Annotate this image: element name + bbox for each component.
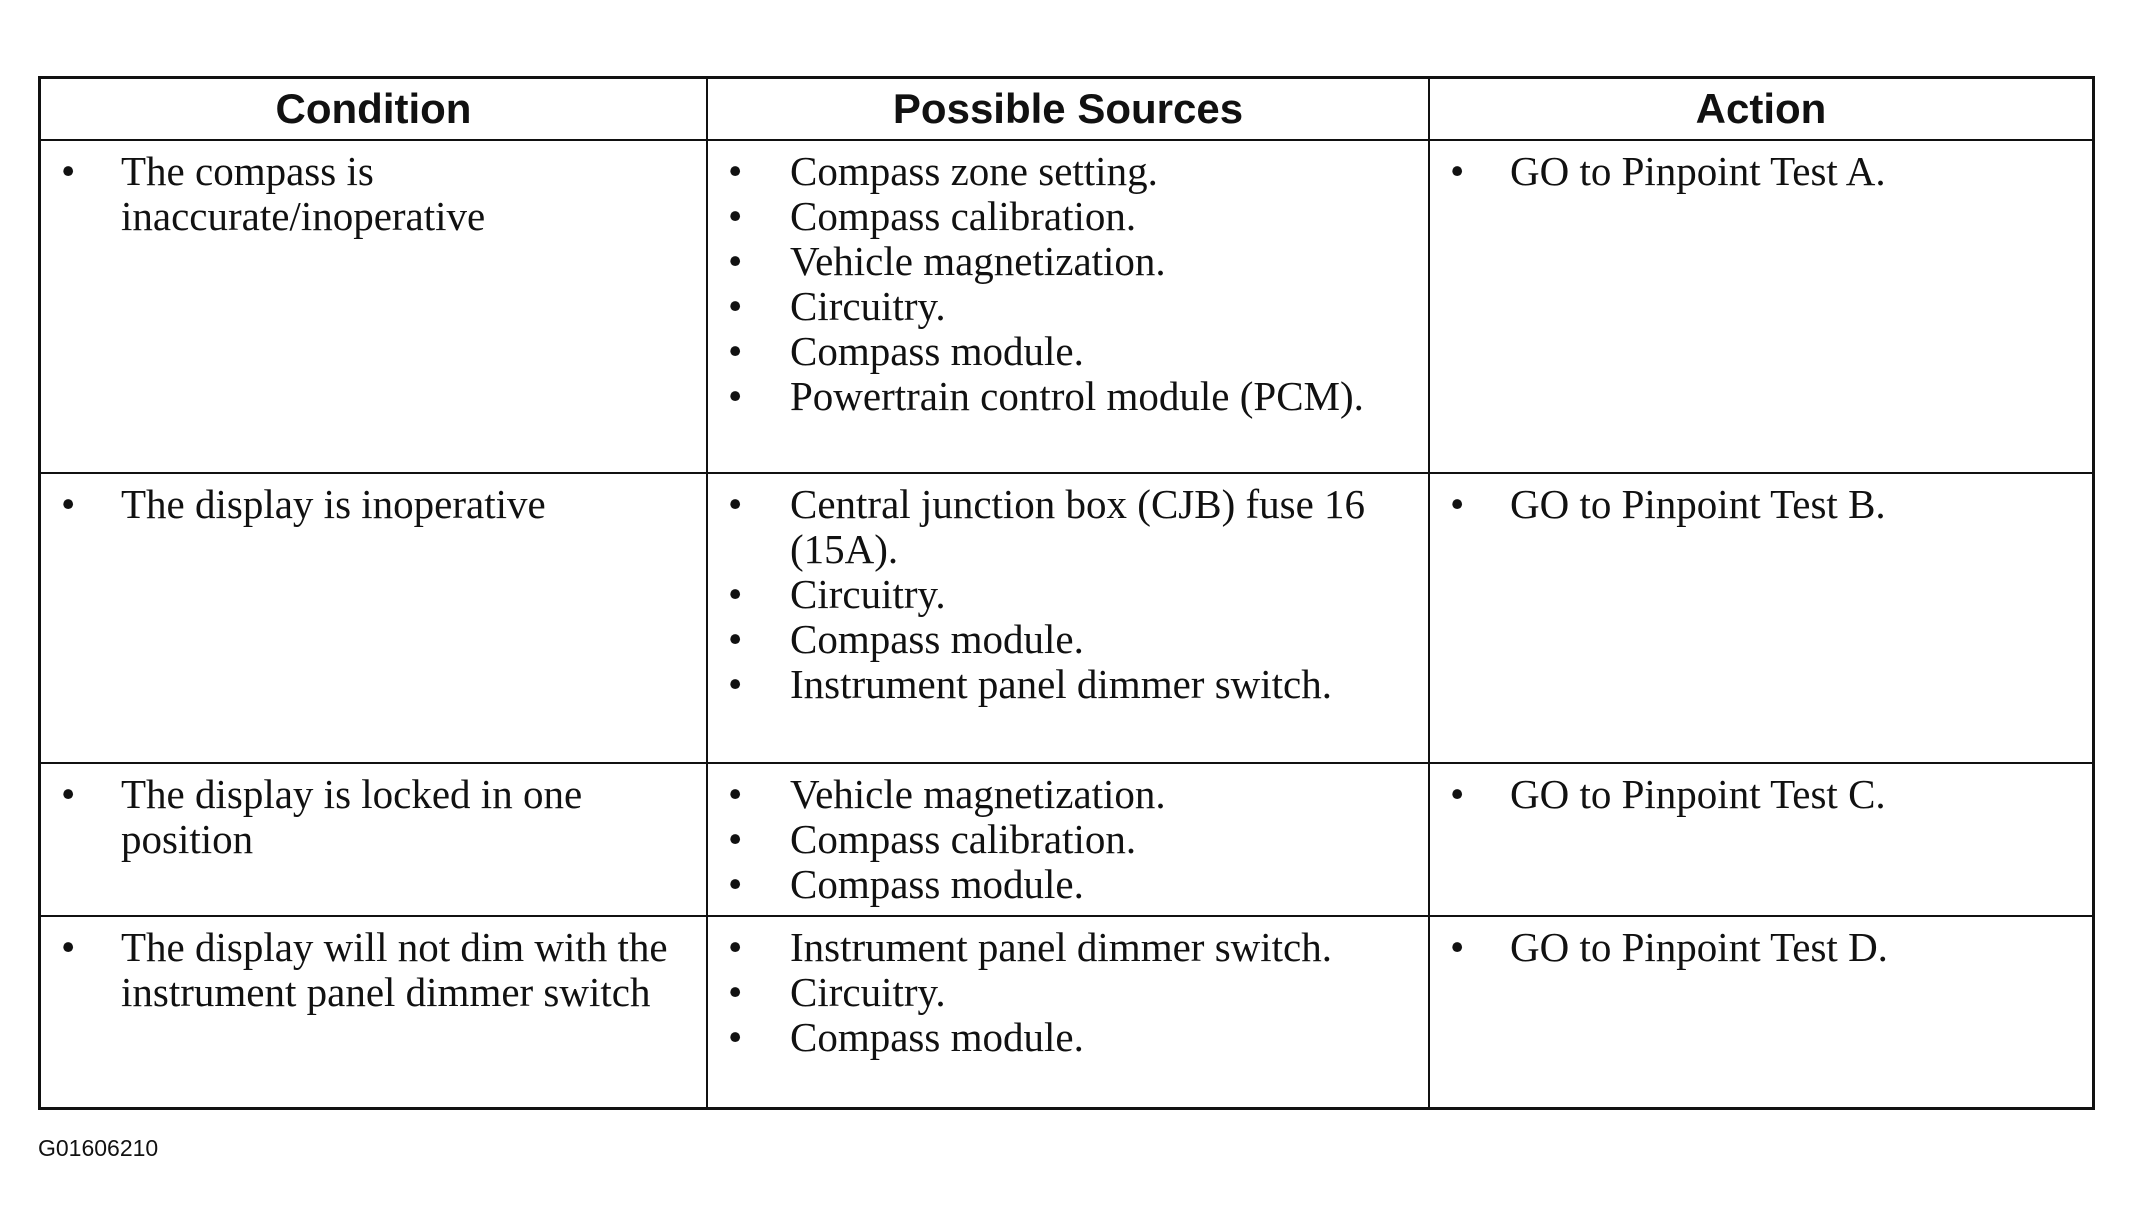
- source-item: • Instrument panel dimmer switch.: [708, 662, 1428, 707]
- source-item: • Compass module.: [708, 862, 1428, 907]
- row-2-sources: [708, 474, 1430, 764]
- condition-item: • The compass is inaccurate/inoperative: [41, 149, 601, 239]
- header-possible-sources: Possible Sources: [708, 79, 1430, 141]
- row-1-action: [1430, 141, 2092, 474]
- source-item: • Circuitry.: [708, 970, 1428, 1015]
- row-2-condition: [41, 474, 708, 764]
- row-4-condition: [41, 917, 708, 1107]
- source-item: • Compass zone setting.: [708, 149, 1428, 194]
- source-item: • Compass module.: [708, 329, 1428, 374]
- source-item: • Vehicle magnetization.: [708, 772, 1428, 817]
- action-item: • GO to Pinpoint Test A.: [1430, 149, 2092, 194]
- figure-id: G01606210: [38, 1135, 159, 1161]
- row-3-condition: [41, 764, 708, 917]
- condition-item: • The display is inoperative: [41, 482, 706, 527]
- source-item: • Vehicle magnetization.: [708, 239, 1428, 284]
- condition-item: • The display is locked in one position: [41, 772, 706, 862]
- row-2-action: [1430, 474, 2092, 764]
- row-1-condition: [41, 141, 708, 474]
- header-action: Action: [1430, 79, 2092, 141]
- row-1-sources: [708, 141, 1430, 474]
- source-item: • Instrument panel dimmer switch.: [708, 925, 1428, 970]
- row-3-action: [1430, 764, 2092, 917]
- row-4-sources: [708, 917, 1430, 1107]
- source-item: • Compass module.: [708, 617, 1428, 662]
- action-item: • GO to Pinpoint Test D.: [1430, 925, 2092, 970]
- row-4-action: [1430, 917, 2092, 1107]
- source-item: • Powertrain control module (PCM).: [708, 374, 1428, 419]
- source-item: • Compass module.: [708, 1015, 1428, 1060]
- action-item: • GO to Pinpoint Test C.: [1430, 772, 2092, 817]
- condition-item: • The display will not dim with the instrument panel dimmer switch: [41, 925, 706, 1015]
- source-item: • Circuitry.: [708, 572, 1428, 617]
- row-3-sources: [708, 764, 1430, 917]
- source-item: • Central junction box (CJB) fuse 16 (15A).: [708, 482, 1428, 572]
- diagnosis-table: [38, 76, 2095, 1110]
- source-item: • Circuitry.: [708, 284, 1428, 329]
- action-item: • GO to Pinpoint Test B.: [1430, 482, 2092, 527]
- source-item: • Compass calibration.: [708, 817, 1428, 862]
- header-condition: Condition: [41, 79, 708, 141]
- source-item: • Compass calibration.: [708, 194, 1428, 239]
